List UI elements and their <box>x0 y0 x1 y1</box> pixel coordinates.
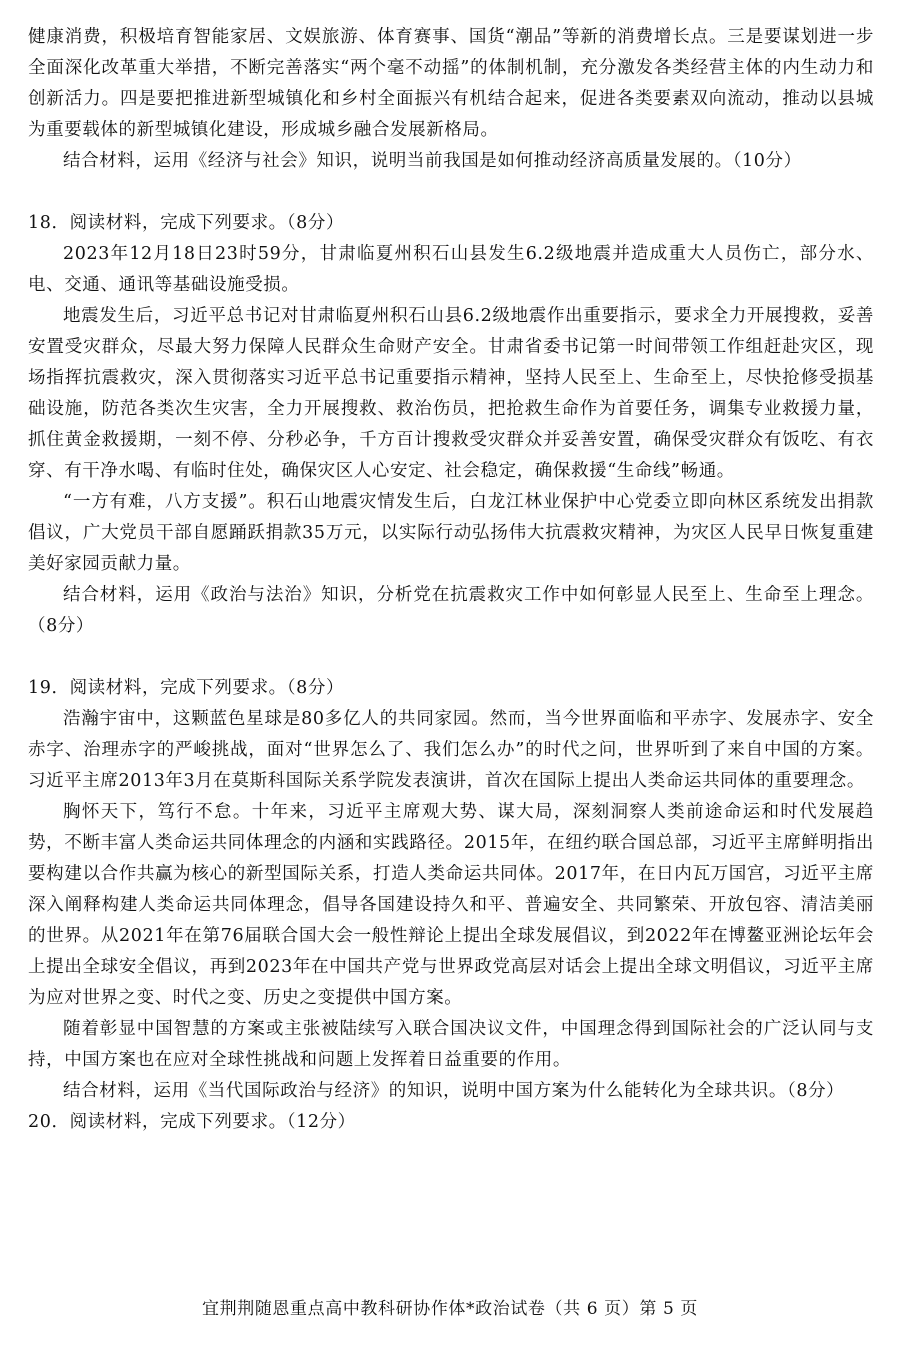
q19-paragraph-2: 胸怀天下，笃行不怠。十年来，习近平主席观大势、谋大局，深刻洞察人类前途命运和时代发展趋势，不断丰富人类命运共同体理念的内涵和实践路径。2015年，在纽约联合国总部，习近平主席鲜明指出要构建以合作共赢为核心的新型国际关系，打造人类命运共同体。2017年，在日内瓦万国宫，习近平主席深入阐释构建人类命运共同体理念，倡导各国建设持久和平、普遍安全、共同繁荣、开放包容、清洁美丽的世界。从2021年在第76届联合国大会一般性辩论上提出全球发展倡议，到2022年在博鳌亚洲论坛年会上提出全球安全倡议，再到2023年在中国共产党与世界政党高层对话会上提出全球文明倡议，习近平主席为应对世界之变、时代之变、历史之变提供中国方案。 <box>28 802 874 1008</box>
spacer <box>28 177 874 208</box>
q18-heading: 18．阅读材料，完成下列要求。（8分） <box>28 213 345 233</box>
q18-paragraph-3: “一方有难，八方支援”。积石山地震灾情发生后，白龙江林业保护中心党委立即向林区系统发出捐款倡议，广大党员干部自愿踊跃捐款35万元，以实际行动弘扬伟大抗震救灾精神，为灾区人民早日恢复重建美好家园贡献力量。 <box>28 492 874 574</box>
q19-paragraph-1: 浩瀚宇宙中，这颗蓝色星球是80多亿人的共同家园。然而，当今世界面临和平赤字、发展赤字、安全赤字、治理赤字的严峻挑战，面对“世界怎么了、我们怎么办”的时代之问，世界听到了来自中国的方案。习近平主席2013年3月在莫斯科国际关系学院发表演讲，首次在国际上提出人类命运共同体的重要理念。 <box>28 709 874 791</box>
q18-paragraph-2: 地震发生后，习近平总书记对甘肃临夏州积石山县6.2级地震作出重要指示，要求全力开展搜救，妥善安置受灾群众，尽最大努力保障人民群众生命财产安全。甘肃省委书记第一时间带领工作组赶赴灾区，现场指挥抗震救灾，深入贯彻落实习近平总书记重要指示精神，坚持人民至上、生命至上，尽快抢修受损基础设施，防范各类次生灾害，全力开展搜救、救治伤员，把抢救生命作为首要任务，调集专业救援力量，抓住黄金救援期，一刻不停、分秒必争，千方百计搜救受灾群众并妥善安置，确保受灾群众有饭吃、有衣穿、有干净水喝、有临时住处，确保灾区人心安定、社会稳定，确保救援“生命线”畅通。 <box>28 306 874 481</box>
intro-question: 结合材料，运用《经济与社会》知识，说明当前我国是如何推动经济高质量发展的。（10分） <box>63 151 802 171</box>
exam-page <box>28 22 874 1138</box>
page-footer: 宜荆荆随恩重点高中教科研协作体*政治试卷（共 6 页）第 5 页 <box>202 1299 698 1319</box>
q18-paragraph-1: 2023年12月18日23时59分，甘肃临夏州积石山县发生6.2级地震并造成重大人员伤亡，部分水、电、交通、通讯等基础设施受损。 <box>28 244 874 295</box>
q19-heading: 19．阅读材料，完成下列要求。（8分） <box>28 678 345 698</box>
q18-question: 结合材料，运用《政治与法治》知识，分析党在抗震救灾工作中如何彰显人民至上、生命至上理念。（8分） <box>28 585 874 636</box>
q20-heading: 20．阅读材料，完成下列要求。（12分） <box>28 1112 356 1132</box>
q19-question: 结合材料，运用《当代国际政治与经济》的知识，说明中国方案为什么能转化为全球共识。（8分） <box>63 1081 845 1101</box>
spacer <box>28 642 874 673</box>
intro-paragraph: 健康消费，积极培育智能家居、文娱旅游、体育赛事、国货“潮品”等新的消费增长点。三是要谋划进一步全面深化改革重大举措，不断完善落实“两个毫不动摇”的体制机制，充分激发各类经营主体的内生动力和创新活力。四是要把推进新型城镇化和乡村全面振兴有机结合起来，促进各类要素双向流动，推动以县城为重要载体的新型城镇化建设，形成城乡融合发展新格局。 <box>28 27 874 140</box>
q19-paragraph-3: 随着彰显中国智慧的方案或主张被陆续写入联合国决议文件，中国理念得到国际社会的广泛认同与支持，中国方案也在应对全球性挑战和问题上发挥着日益重要的作用。 <box>28 1019 874 1070</box>
